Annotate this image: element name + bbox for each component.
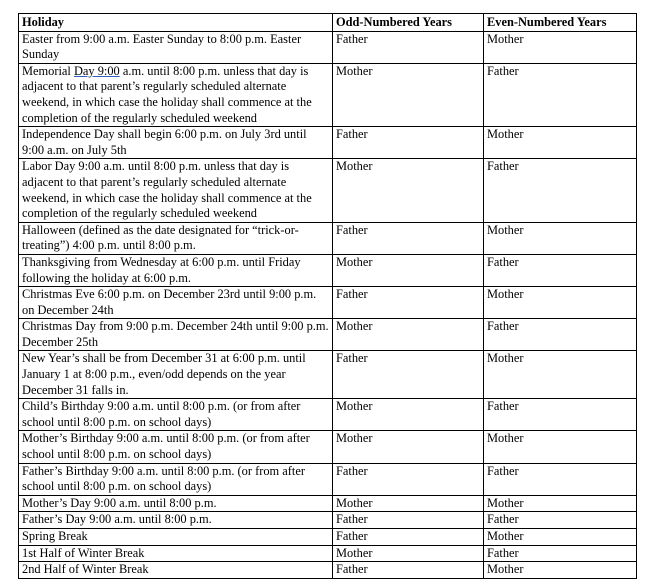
holiday-cell: Halloween (defined as the date designated for “trick-or-treating”) 4:00 p.m. until 8:00 p.m.	[19, 222, 333, 254]
even-year-parent: Father	[484, 545, 637, 562]
odd-year-parent: Father	[333, 31, 484, 63]
table-row	[19, 159, 637, 222]
holiday-cell: 2nd Half of Winter Break	[19, 562, 333, 579]
odd-year-parent: Father	[333, 463, 484, 495]
holiday-text-pre: Memorial	[22, 63, 74, 78]
even-year-parent: Father	[484, 63, 637, 126]
even-year-parent: Father	[484, 463, 637, 495]
even-year-parent: Mother	[484, 562, 637, 579]
odd-year-parent: Father	[333, 287, 484, 319]
even-year-parent: Father	[484, 254, 637, 286]
holiday-text-post: a.m. until 8:00 p.m. unless that day is adjacent to that parent’s regularly scheduled alternate weekend, in which case the holiday shall commence at the completion of the regularly scheduled weekend	[22, 63, 312, 125]
holiday-cell: Thanksgiving from Wednesday at 6:00 p.m. until Friday following the holiday at 6:00 p.m.	[19, 254, 333, 286]
even-year-parent: Father	[484, 319, 637, 351]
even-year-parent: Mother	[484, 222, 637, 254]
holiday-cell: Mother’s Day 9:00 a.m. until 8:00 p.m.	[19, 495, 333, 512]
odd-year-parent: Mother	[333, 431, 484, 463]
table-row	[19, 399, 637, 431]
holiday-schedule-table	[18, 13, 637, 579]
table-row	[19, 529, 637, 546]
table-row	[19, 319, 637, 351]
holiday-cell: Christmas Eve 6:00 p.m. on December 23rd until 9:00 p.m. on December 24th	[19, 287, 333, 319]
holiday-cell: 1st Half of Winter Break	[19, 545, 333, 562]
even-year-parent: Mother	[484, 529, 637, 546]
even-year-parent: Mother	[484, 31, 637, 63]
holiday-cell: Child’s Birthday 9:00 a.m. until 8:00 p.m. (or from after school until 8:00 p.m. on school days)	[19, 399, 333, 431]
even-year-parent: Mother	[484, 495, 637, 512]
table-row	[19, 545, 637, 562]
odd-year-parent: Mother	[333, 319, 484, 351]
odd-year-parent: Father	[333, 222, 484, 254]
table-row	[19, 127, 637, 159]
even-year-parent: Mother	[484, 351, 637, 399]
odd-year-parent: Father	[333, 351, 484, 399]
header-odd-years: Odd-Numbered Years	[333, 14, 484, 32]
table-row	[19, 495, 637, 512]
header-even-years: Even-Numbered Years	[484, 14, 637, 32]
even-year-parent: Father	[484, 399, 637, 431]
odd-year-parent: Mother	[333, 254, 484, 286]
holiday-cell: Spring Break	[19, 529, 333, 546]
odd-year-parent: Mother	[333, 495, 484, 512]
holiday-cell: Independence Day shall begin 6:00 p.m. on July 3rd until 9:00 a.m. on July 5th	[19, 127, 333, 159]
table-row	[19, 63, 637, 126]
table-row	[19, 351, 637, 399]
header-holiday: Holiday	[19, 14, 333, 32]
table-header-row	[19, 14, 637, 32]
holiday-cell: Easter from 9:00 a.m. Easter Sunday to 8:00 p.m. Easter Sunday	[19, 31, 333, 63]
table-row	[19, 31, 637, 63]
odd-year-parent: Father	[333, 562, 484, 579]
table-row	[19, 463, 637, 495]
odd-year-parent: Mother	[333, 159, 484, 222]
odd-year-parent: Mother	[333, 399, 484, 431]
holiday-cell: Father’s Birthday 9:00 a.m. until 8:00 p.m. (or from after school until 8:00 p.m. on school days)	[19, 463, 333, 495]
table-row	[19, 562, 637, 579]
even-year-parent: Father	[484, 159, 637, 222]
holiday-link-text: Day 9:00	[73, 63, 120, 78]
holiday-cell	[19, 63, 333, 126]
odd-year-parent: Mother	[333, 63, 484, 126]
table-row	[19, 287, 637, 319]
table-row	[19, 431, 637, 463]
table-row	[19, 254, 637, 286]
odd-year-parent: Father	[333, 529, 484, 546]
even-year-parent: Father	[484, 512, 637, 529]
odd-year-parent: Father	[333, 127, 484, 159]
odd-year-parent: Mother	[333, 545, 484, 562]
holiday-cell: Labor Day 9:00 a.m. until 8:00 p.m. unless that day is adjacent to that parent’s regularly scheduled alternate weekend, in which case the holiday shall commence at the completion of the regularly scheduled weekend	[19, 159, 333, 222]
holiday-cell: Father’s Day 9:00 a.m. until 8:00 p.m.	[19, 512, 333, 529]
holiday-cell: Mother’s Birthday 9:00 a.m. until 8:00 p.m. (or from after school until 8:00 p.m. on school days)	[19, 431, 333, 463]
table-row	[19, 222, 637, 254]
even-year-parent: Mother	[484, 431, 637, 463]
holiday-cell: New Year’s shall be from December 31 at 6:00 p.m. until January 1 at 8:00 p.m., even/odd depends on the year December 31 falls in.	[19, 351, 333, 399]
odd-year-parent: Father	[333, 512, 484, 529]
even-year-parent: Mother	[484, 127, 637, 159]
even-year-parent: Mother	[484, 287, 637, 319]
holiday-cell: Christmas Day from 9:00 p.m. December 24th until 9:00 p.m. December 25th	[19, 319, 333, 351]
table-row	[19, 512, 637, 529]
